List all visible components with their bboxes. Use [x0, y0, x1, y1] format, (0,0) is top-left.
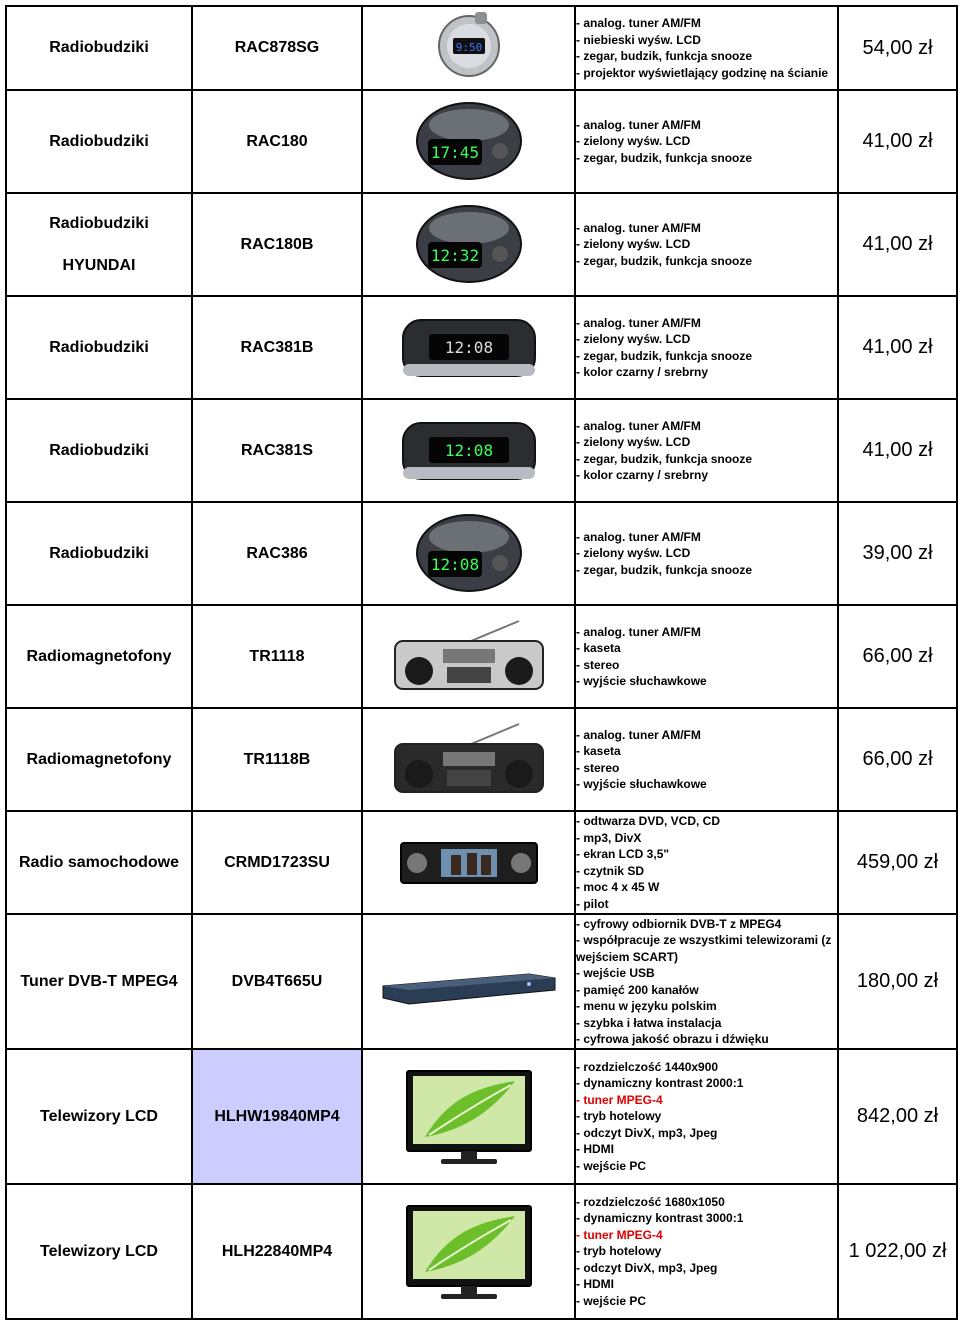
clock-radio-icon [414, 99, 524, 185]
feature-line: - zegar, budzik, funkcja snooze [576, 348, 753, 363]
product-price: 41,00 zł [838, 90, 957, 193]
svg-text:12:32: 12:32 [430, 245, 479, 265]
product-price: 1 022,00 zł [838, 1184, 957, 1319]
product-features [575, 296, 838, 399]
product-category [6, 811, 192, 914]
lcd-tv-icon [399, 1202, 539, 1302]
feature-line: - cyfrowy odbiornik DVB-T z MPEG4 [576, 916, 782, 931]
product-price: 459,00 zł [838, 811, 957, 914]
feature-line: - dynamiczny kontrast 3000:1 [576, 1211, 744, 1226]
product-features [575, 605, 838, 708]
table-row [6, 502, 957, 605]
feature-line: - analog. tuner AM/FM [576, 624, 701, 639]
feature-line: - cyfrowa jakość obrazu i dźwięku [576, 1032, 769, 1046]
category-label: Telewizory LCD [40, 1107, 158, 1125]
category-label: Radiobudziki [49, 544, 149, 562]
category-label: Radiobudziki [49, 338, 149, 356]
table-row [6, 1184, 957, 1319]
feature-line: - zielony wyśw. LCD [576, 546, 691, 561]
product-model: CRMD1723SU [192, 811, 362, 914]
product-price: 41,00 zł [838, 193, 957, 296]
category-label: Telewizory LCD [40, 1242, 158, 1260]
product-model: TR1118 [192, 605, 362, 708]
feature-line: - analog. tuner AM/FM [576, 529, 701, 544]
feature-line: - tuner MPEG-4 [576, 1227, 663, 1242]
feature-line: - zielony wyśw. LCD [576, 237, 691, 252]
feature-line: - tryb hotelowy [576, 1244, 662, 1259]
category-label: Radio samochodowe [18, 853, 180, 871]
clock-radio-wide-icon [399, 310, 539, 386]
product-price: 66,00 zł [838, 605, 957, 708]
product-price: 842,00 zł [838, 1049, 957, 1184]
product-category [6, 296, 192, 399]
feature-line: - wejście USB [576, 966, 655, 980]
feature-line: - projektor wyświetlający godzinę na ścianie [576, 65, 829, 80]
table-row [6, 708, 957, 811]
feature-line: - wejście PC [576, 1293, 647, 1308]
product-model: RAC180 [192, 90, 362, 193]
car-radio-icon [397, 833, 541, 893]
product-image [362, 1049, 575, 1184]
feature-line: - zielony wyśw. LCD [576, 435, 691, 449]
product-category [6, 90, 192, 193]
feature-line: - analog. tuner AM/FM [576, 418, 701, 433]
feature-line: - ekran LCD 3,5" [576, 847, 670, 861]
boombox-icon [391, 722, 547, 798]
table-row [6, 914, 957, 1049]
category-label: HYUNDAI [62, 256, 136, 274]
product-price: 41,00 zł [838, 399, 957, 502]
feature-line: - zegar, budzik, funkcja snooze [576, 253, 753, 268]
feature-line: - pamięć 200 kanałów [576, 982, 699, 997]
product-model: RAC180B [192, 193, 362, 296]
feature-line: - analog. tuner AM/FM [576, 315, 701, 330]
product-features [575, 399, 838, 502]
feature-line: - analog. tuner AM/FM [576, 16, 701, 30]
product-model: RAC386 [192, 502, 362, 605]
feature-line: - kolor czarny / srebrny [576, 365, 709, 379]
product-features [575, 90, 838, 193]
product-price: 180,00 zł [838, 914, 957, 1049]
feature-line: - mp3, DivX [576, 830, 642, 845]
table-row [6, 296, 957, 399]
category-label: Radiobudziki [49, 39, 149, 56]
feature-line: - szybka i łatwa instalacja [576, 1015, 722, 1030]
feature-line: - zielony wyśw. LCD [576, 134, 691, 149]
category-label: Radiomagnetofony [26, 647, 172, 665]
feature-line: - kaseta [576, 641, 621, 655]
table-row [6, 811, 957, 914]
projector-clock-radio-icon [429, 8, 509, 88]
feature-line: - analog. tuner AM/FM [576, 117, 701, 132]
feature-line: - tuner MPEG-4 [576, 1092, 663, 1107]
feature-line: - niebieski wyśw. LCD [576, 32, 701, 47]
product-model: HLHW19840MP4 [192, 1049, 362, 1184]
product-image [362, 90, 575, 193]
product-features [575, 708, 838, 811]
product-model: TR1118B [192, 708, 362, 811]
svg-text:17:45: 17:45 [430, 142, 479, 162]
clock-radio-icon [414, 202, 524, 288]
product-image [362, 708, 575, 811]
feature-line: - HDMI [576, 1277, 614, 1292]
feature-line: - odczyt DivX, mp3, Jpeg [576, 1260, 718, 1275]
product-model: DVB4T665U [192, 914, 362, 1049]
product-category [6, 1049, 192, 1184]
product-price: 54,00 zł [838, 6, 957, 90]
product-image [362, 1184, 575, 1319]
feature-line: - współpracuje ze wszystkimi telewizorami (z wejściem SCART) [576, 933, 832, 964]
table-row [6, 193, 957, 296]
product-image [362, 399, 575, 502]
product-price: 41,00 zł [838, 296, 957, 399]
svg-text:12:08: 12:08 [444, 337, 493, 357]
product-model: RAC381S [192, 399, 362, 502]
product-features [575, 502, 838, 605]
feature-line: - zegar, budzik, funkcja snooze [576, 562, 753, 577]
feature-line: - odtwarza DVD, VCD, CD [576, 814, 721, 828]
svg-text:12:08: 12:08 [430, 554, 479, 574]
product-features [575, 811, 838, 914]
feature-line: - HDMI [576, 1142, 614, 1157]
product-model: HLH22840MP4 [192, 1184, 362, 1319]
feature-line: - zegar, budzik, funkcja snooze [576, 150, 753, 165]
product-price: 66,00 zł [838, 708, 957, 811]
product-image [362, 502, 575, 605]
product-price: 39,00 zł [838, 502, 957, 605]
product-category [6, 193, 192, 296]
product-category [6, 399, 192, 502]
table-row [6, 90, 957, 193]
product-price-table [5, 5, 958, 1320]
product-image [362, 914, 575, 1049]
product-image [362, 6, 575, 90]
product-category [6, 6, 192, 90]
lcd-tv-icon [399, 1067, 539, 1167]
product-features [575, 1049, 838, 1184]
feature-line: - zegar, budzik, funkcja snooze [576, 49, 753, 63]
product-category [6, 605, 192, 708]
feature-line: - kolor czarny / srebrny [576, 468, 709, 482]
feature-line: - pilot [576, 896, 609, 911]
product-image [362, 296, 575, 399]
product-model: RAC878SG [192, 6, 362, 90]
feature-line: - dynamiczny kontrast 2000:1 [576, 1076, 744, 1091]
table-row [6, 6, 957, 90]
category-label: Radiomagnetofony [26, 750, 172, 768]
feature-line: - stereo [576, 657, 620, 672]
feature-line: - zegar, budzik, funkcja snooze [576, 451, 753, 466]
feature-line: - czytnik SD [576, 863, 645, 878]
feature-line: - rozdzielczość 1680x1050 [576, 1194, 725, 1209]
feature-line: - analog. tuner AM/FM [576, 220, 701, 235]
feature-line: - kaseta [576, 744, 621, 758]
clock-radio-icon [414, 511, 524, 597]
svg-text:12:08: 12:08 [444, 440, 493, 460]
category-label: Radiobudziki [49, 214, 149, 232]
product-features [575, 1184, 838, 1319]
category-label: Tuner DVB-T MPEG4 [20, 972, 178, 990]
product-features [575, 193, 838, 296]
product-category [6, 502, 192, 605]
product-model: RAC381B [192, 296, 362, 399]
set-top-box-icon [379, 952, 559, 1012]
table-row [6, 605, 957, 708]
clock-radio-wide-icon [399, 413, 539, 489]
product-category [6, 1184, 192, 1319]
feature-line: - wejście PC [576, 1158, 647, 1173]
category-label: Radiobudziki [49, 132, 149, 150]
product-features [575, 914, 838, 1049]
product-image [362, 811, 575, 914]
feature-line: - rozdzielczość 1440x900 [576, 1059, 719, 1074]
feature-line: - zielony wyśw. LCD [576, 332, 691, 346]
feature-line: - tryb hotelowy [576, 1109, 662, 1124]
feature-line: - stereo [576, 760, 620, 775]
product-features [575, 6, 838, 90]
boombox-icon [391, 619, 547, 695]
feature-line: - analog. tuner AM/FM [576, 727, 701, 742]
product-category [6, 708, 192, 811]
svg-text:9:50: 9:50 [455, 41, 482, 54]
product-category [6, 914, 192, 1049]
product-image [362, 193, 575, 296]
feature-line: - moc 4 x 45 W [576, 880, 660, 894]
feature-line: - odczyt DivX, mp3, Jpeg [576, 1125, 718, 1140]
table-row [6, 1049, 957, 1184]
feature-line: - wyjście słuchawkowe [576, 674, 707, 688]
feature-line: - wyjście słuchawkowe [576, 777, 707, 791]
product-image [362, 605, 575, 708]
category-label: Radiobudziki [49, 441, 149, 459]
table-row [6, 399, 957, 502]
feature-line: - menu w języku polskim [576, 999, 717, 1013]
